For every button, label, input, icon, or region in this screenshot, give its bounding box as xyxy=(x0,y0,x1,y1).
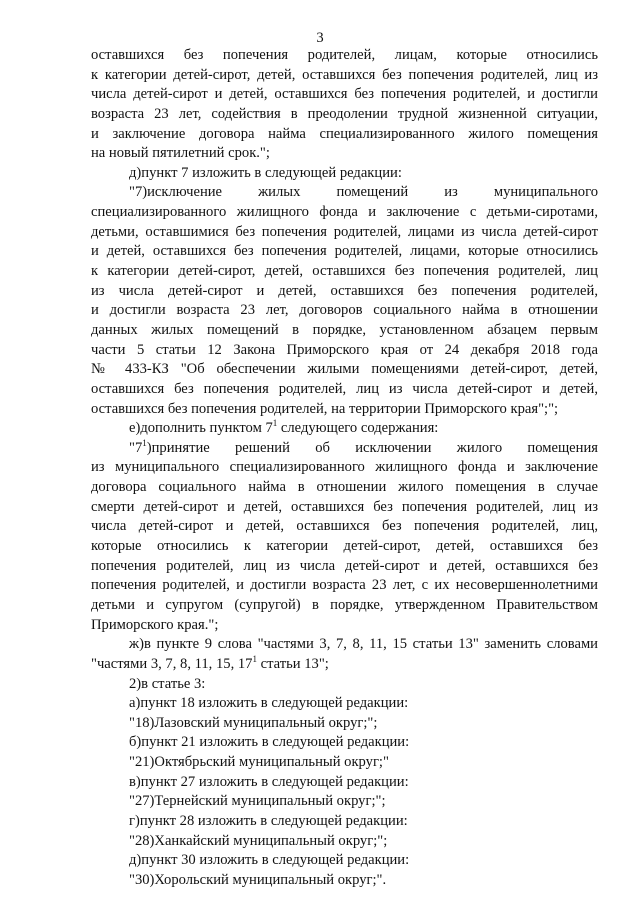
line-text: Приморского края."; xyxy=(91,616,219,633)
text-line xyxy=(91,537,598,557)
line-text: "30)Хорольский муниципальный округ;". xyxy=(129,871,387,888)
line-text: № 433-КЗ "Об обеспечении жилыми помещениями детей-сирот, детей, xyxy=(91,361,598,378)
superscript: 1 xyxy=(272,419,278,429)
line-text: которые относились к категории детей-сирот, детей, оставшихся без xyxy=(91,538,598,555)
line-text-continued: статьи 13"; xyxy=(256,655,329,672)
text-line xyxy=(91,871,598,891)
text-line xyxy=(91,321,598,341)
line-text: "27)Тернейский муниципальный округ;"; xyxy=(129,793,386,810)
line-text-continued: следующего содержания: xyxy=(277,420,439,437)
text-line xyxy=(91,517,598,537)
text-line xyxy=(91,616,598,636)
line-text: возраста 23 лет, содействия в преодолении трудной жизненной ситуации, xyxy=(91,105,598,122)
line-text-continued: )принятие решений об исключении жилого помещения xyxy=(146,439,598,456)
text-line xyxy=(91,85,598,105)
text-line xyxy=(91,812,598,832)
document-body xyxy=(91,46,598,891)
text-line xyxy=(91,183,598,203)
line-text: на новый пятилетний срок."; xyxy=(91,145,270,162)
text-line xyxy=(91,301,598,321)
line-text: д)пункт 30 изложить в следующей редакции: xyxy=(129,852,410,869)
text-line xyxy=(91,164,598,184)
text-line xyxy=(91,792,598,812)
text-line xyxy=(91,125,598,145)
text-line xyxy=(91,223,598,243)
line-text: г)пункт 28 изложить в следующей редакции: xyxy=(129,812,408,829)
text-line xyxy=(91,341,598,361)
line-text: "21)Октябрьский муниципальный округ;" xyxy=(129,754,389,771)
line-text: и заключение договора найма специализированного жилого помещения xyxy=(91,125,598,142)
line-text: д)пункт 7 изложить в следующей редакции: xyxy=(129,164,402,181)
line-text: а)пункт 18 изложить в следующей редакции: xyxy=(129,695,409,712)
line-text: числа детей-сирот и детей, оставшихся без попечения родителей, лиц, xyxy=(91,518,598,535)
line-text: оставшихся без попечения родителей, лицам, которые относились xyxy=(91,47,598,63)
text-line xyxy=(91,635,598,655)
text-line xyxy=(91,144,598,164)
line-text: б)пункт 21 изложить в следующей редакции: xyxy=(129,734,410,751)
text-line xyxy=(91,439,598,459)
line-text: данных жилых помещений в порядке, установленном абзацем первым xyxy=(91,321,598,338)
text-line xyxy=(91,714,598,734)
line-text: детьми и супругом (супругой) в порядке, утвержденном Правительством xyxy=(91,596,598,613)
page-number: 3 xyxy=(316,30,324,46)
line-text: из числа детей-сирот и детей, оставшихся без попечения родителей, xyxy=(91,282,598,299)
text-line xyxy=(91,478,598,498)
line-text: "7 xyxy=(129,439,143,456)
line-text: ж)в пункте 9 слова "частями 3, 7, 8, 11, 15 статьи 13" заменить словами xyxy=(129,636,598,653)
line-text: "7)исключение жилых помещений из муниципального xyxy=(129,184,598,201)
text-line xyxy=(91,105,598,125)
line-text: из муниципального специализированного жилищного фонда и заключение xyxy=(91,459,598,476)
text-line xyxy=(91,380,598,400)
text-line xyxy=(91,753,598,773)
text-line xyxy=(91,851,598,871)
text-line xyxy=(91,262,598,282)
line-text: числа детей-сирот и детей, оставшихся без попечения родителей, и достигли xyxy=(91,86,598,103)
text-line xyxy=(91,400,598,420)
line-text: специализированного жилищного фонда и заключение с детьми-сиротами, xyxy=(91,204,598,221)
text-line xyxy=(91,576,598,596)
text-line xyxy=(91,282,598,302)
text-line xyxy=(91,458,598,478)
line-text: е)дополнить пунктом 7 xyxy=(129,420,273,437)
text-line xyxy=(91,832,598,852)
line-text: "частями 3, 7, 8, 11, 15, 17 xyxy=(91,655,253,672)
line-text: попечения родителей, и достигли возраста 23 лет, с их несовершеннолетними xyxy=(91,577,598,594)
line-text: и детей, оставшихся без попечения родителей, лицами, которые относились xyxy=(91,243,598,260)
text-line xyxy=(91,360,598,380)
text-line xyxy=(91,773,598,793)
superscript: 1 xyxy=(142,438,147,448)
line-text: и достигли возраста 23 лет, договоров социального найма в отношении xyxy=(91,302,598,319)
line-text: 2)в статье 3: xyxy=(129,675,206,692)
line-text: попечения родителей, лиц из числа детей-сирот и детей, оставшихся без xyxy=(91,557,598,574)
text-line xyxy=(91,694,598,714)
text-line xyxy=(91,242,598,262)
text-line xyxy=(91,557,598,577)
line-text: смерти детей-сирот и детей, оставшихся без попечения родителей, лиц из xyxy=(91,498,598,515)
line-text: в)пункт 27 изложить в следующей редакции: xyxy=(129,773,409,790)
line-text: оставшихся без попечения родителей, лиц из числа детей-сирот и детей, xyxy=(91,380,598,397)
line-text: договора социального найма в отношении жилого помещения в случае xyxy=(91,479,598,496)
line-text: к категории детей-сирот, детей, оставшихся без попечения родителей, лиц xyxy=(91,263,598,280)
superscript: 1 xyxy=(252,654,257,664)
text-line xyxy=(91,419,598,439)
line-text: детьми, оставшимися без попечения родителей, лицами из числа детей-сирот xyxy=(91,223,598,240)
text-line xyxy=(91,655,598,675)
line-text: части 5 статьи 12 Закона Приморского края от 24 декабря 2018 года xyxy=(91,341,598,358)
line-text: "28)Ханкайский муниципальный округ;"; xyxy=(129,832,388,849)
text-line xyxy=(91,675,598,695)
text-line xyxy=(91,733,598,753)
line-text: к категории детей-сирот, детей, оставшихся без попечения родителей, лиц из xyxy=(91,66,598,83)
text-line xyxy=(91,46,598,66)
text-line xyxy=(91,498,598,518)
text-line xyxy=(91,596,598,616)
text-line xyxy=(91,203,598,223)
line-text: оставшихся без попечения родителей, на территории Приморского края";"; xyxy=(91,400,559,417)
line-text: "18)Лазовский муниципальный округ;"; xyxy=(129,714,378,731)
text-line xyxy=(91,66,598,86)
